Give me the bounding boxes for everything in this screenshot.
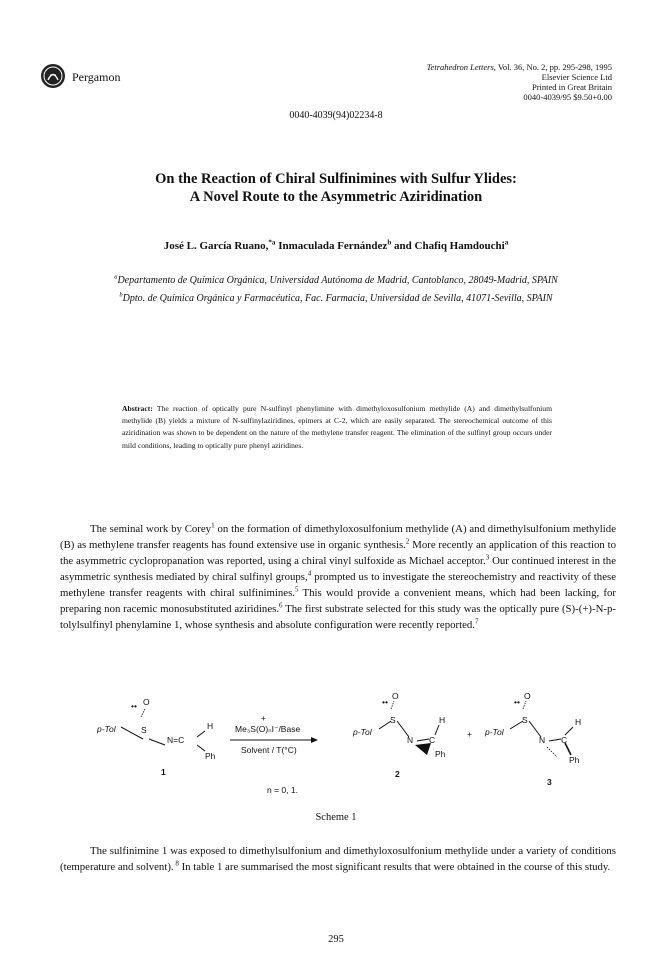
author-3-sup: a xyxy=(504,238,509,247)
ref-7: 7 xyxy=(474,617,479,626)
h-3: H xyxy=(575,717,582,727)
ref-4: 4 xyxy=(307,569,312,578)
ref-3: 3 xyxy=(485,553,490,562)
p1-s5: prompted us to investigate the stereochemistry and reactivity of these methylene transfer reagents with chiral sulfinimines. xyxy=(60,571,616,599)
affiliation-b xyxy=(40,293,632,304)
imine-1: N=C xyxy=(167,735,185,745)
title-line-1: On the Reaction of Chiral Sulfinimines with Sulfur Ylides: xyxy=(155,171,517,187)
journal-line3: Printed in Great Britain xyxy=(531,82,612,92)
ref-8: 8 xyxy=(173,859,179,868)
ref-6: 6 xyxy=(279,601,283,610)
sulfur-2: S xyxy=(390,715,396,725)
reagent-top: Me₃S(O)ₙI⁻/Base xyxy=(235,724,301,734)
sulfur-1: S xyxy=(141,725,147,735)
ref-5: 5 xyxy=(294,585,299,594)
body-paragraph-2 xyxy=(60,843,616,875)
body-paragraph-1 xyxy=(60,521,616,633)
journal-line4: 0040-4039/95 $9.50+0.00 xyxy=(523,92,612,102)
p2-s1: The sulfinimine 1 was exposed to dimethylsulfonium and dimethyloxosulfonium methylide under a variety of conditions (temperature and solvent). xyxy=(60,845,616,873)
author-1: José L. García Ruano, xyxy=(163,240,269,252)
affiliation-b-sup: b xyxy=(119,291,123,299)
title-line-2: A Novel Route to the Asymmetric Aziridination xyxy=(189,189,483,205)
ph-2: Ph xyxy=(435,749,446,759)
lone-pair-1: •• xyxy=(131,701,137,711)
journal-info xyxy=(352,62,612,102)
oxygen-2: O xyxy=(392,691,399,701)
oxygen-3: O xyxy=(524,691,531,701)
ptol-3: p-Tol xyxy=(485,727,504,737)
lone-pair-2: •• xyxy=(382,697,388,707)
lone-pair-3: •• xyxy=(514,697,520,707)
sulfur-3: S xyxy=(522,715,528,725)
doi: 0040-4039(94)02234-8 xyxy=(289,110,383,121)
plus-sign: + xyxy=(467,729,472,739)
author-1-sup: *a xyxy=(268,238,276,247)
authors xyxy=(40,240,632,252)
p1-s1: The seminal work by Corey xyxy=(90,523,212,535)
compound-1-label: 1 xyxy=(161,767,166,777)
h-2: H xyxy=(439,715,446,725)
page-number: 295 xyxy=(328,934,344,945)
p1-s7: The first substrate selected for this study was the optically pure (S)-(+)-N-p-tolylsulfinyl phenylamine 1, whose synthesis and absolute configuration were recently reported. xyxy=(60,603,616,631)
ph-1: Ph xyxy=(205,751,216,761)
p2-s2: In table 1 are summarised the most significant results that were obtained in the course of this study. xyxy=(178,861,611,873)
paper-title xyxy=(40,170,632,206)
h-1: H xyxy=(207,721,214,731)
author-3: and Chafiq Hamdouchi xyxy=(391,240,505,252)
scheme-caption: Scheme 1 xyxy=(315,812,357,823)
reagent-charge: + xyxy=(261,713,266,723)
scheme-1 xyxy=(95,691,615,805)
p1-s4: Our continued interest in the asymmetric synthesis mediated by chiral sulfinyl groups, xyxy=(60,555,616,583)
ref-1: 1 xyxy=(211,521,215,530)
oxygen-1: O xyxy=(143,697,150,707)
abstract xyxy=(122,403,552,452)
p1-s3: More recently an application of this reaction to the asymmetric cyclopropanation was reported, using a chiral vinyl sulfoxide as Michael acceptor. xyxy=(60,539,617,567)
author-2: Inmaculada Fernández xyxy=(275,240,388,252)
ph-3: Ph xyxy=(569,755,580,765)
p1-s2: on the formation of dimethyloxosulfonium methylide (A) and dimethylsulfonium methylide (B) as methylene transfer reagents has found extensive use in organic synthesis. xyxy=(60,523,616,551)
compound-3-label: 3 xyxy=(547,777,552,787)
affiliation-b-text: Dpto. de Química Orgánica y Farmacéutica, Fac. Farmacia, Universidad de Sevilla, 41071-Sevilla, SPAIN xyxy=(122,293,553,304)
publisher-name: Pergamon xyxy=(72,70,121,84)
ref-2: 2 xyxy=(405,537,410,546)
abstract-text: The reaction of optically pure N-sulfinyl phenylimine with dimethyloxosulfonium methylide (A) and dimethylsulfonium methylide (B) yields a mixture of N-sulfinylaziridines, epimers at C-2, which are easily separated. The stereochemical outcome of this aziridination was shown to be dependent on the nature of the methylene transfer reagent. The elimination of the sulfinyl group occurs under mild conditions, leading to optically pure phenyl aziridines. xyxy=(122,404,552,450)
journal-name: Tetrahedron Letters xyxy=(426,62,494,72)
p1-s6: This would provide a convenient means, which had been lacking, for preparing non racemic monosubstituted aziridines. xyxy=(60,587,617,615)
abstract-label: Abstract: xyxy=(122,404,153,413)
author-2-sup: b xyxy=(387,238,392,247)
affiliation-a-sup: a xyxy=(114,273,118,281)
scheme-bonds xyxy=(95,695,615,805)
carbon-2: C xyxy=(429,735,436,745)
n-note: n = 0, 1. xyxy=(267,785,298,795)
journal-line2: Elsevier Science Ltd xyxy=(541,72,612,82)
compound-2-label: 2 xyxy=(395,769,400,779)
affiliation-a-text: Departamento de Química Orgánica, Universidad Autónoma de Madrid, Cantoblanco, 28049-Madrid, SPAIN xyxy=(117,275,558,286)
carbon-3: C xyxy=(561,735,568,745)
pergamon-logo xyxy=(40,63,66,89)
ptol-2: p-Tol xyxy=(353,727,372,737)
nitrogen-3: N xyxy=(539,735,546,745)
reagent-bottom: Solvent / T(°C) xyxy=(241,745,297,755)
nitrogen-2: N xyxy=(407,735,414,745)
affiliation-a xyxy=(40,275,632,286)
ptol-1: p-Tol xyxy=(97,724,116,734)
journal-ref: , Vol. 36, No. 2, pp. 295-298, 1995 xyxy=(493,62,612,72)
